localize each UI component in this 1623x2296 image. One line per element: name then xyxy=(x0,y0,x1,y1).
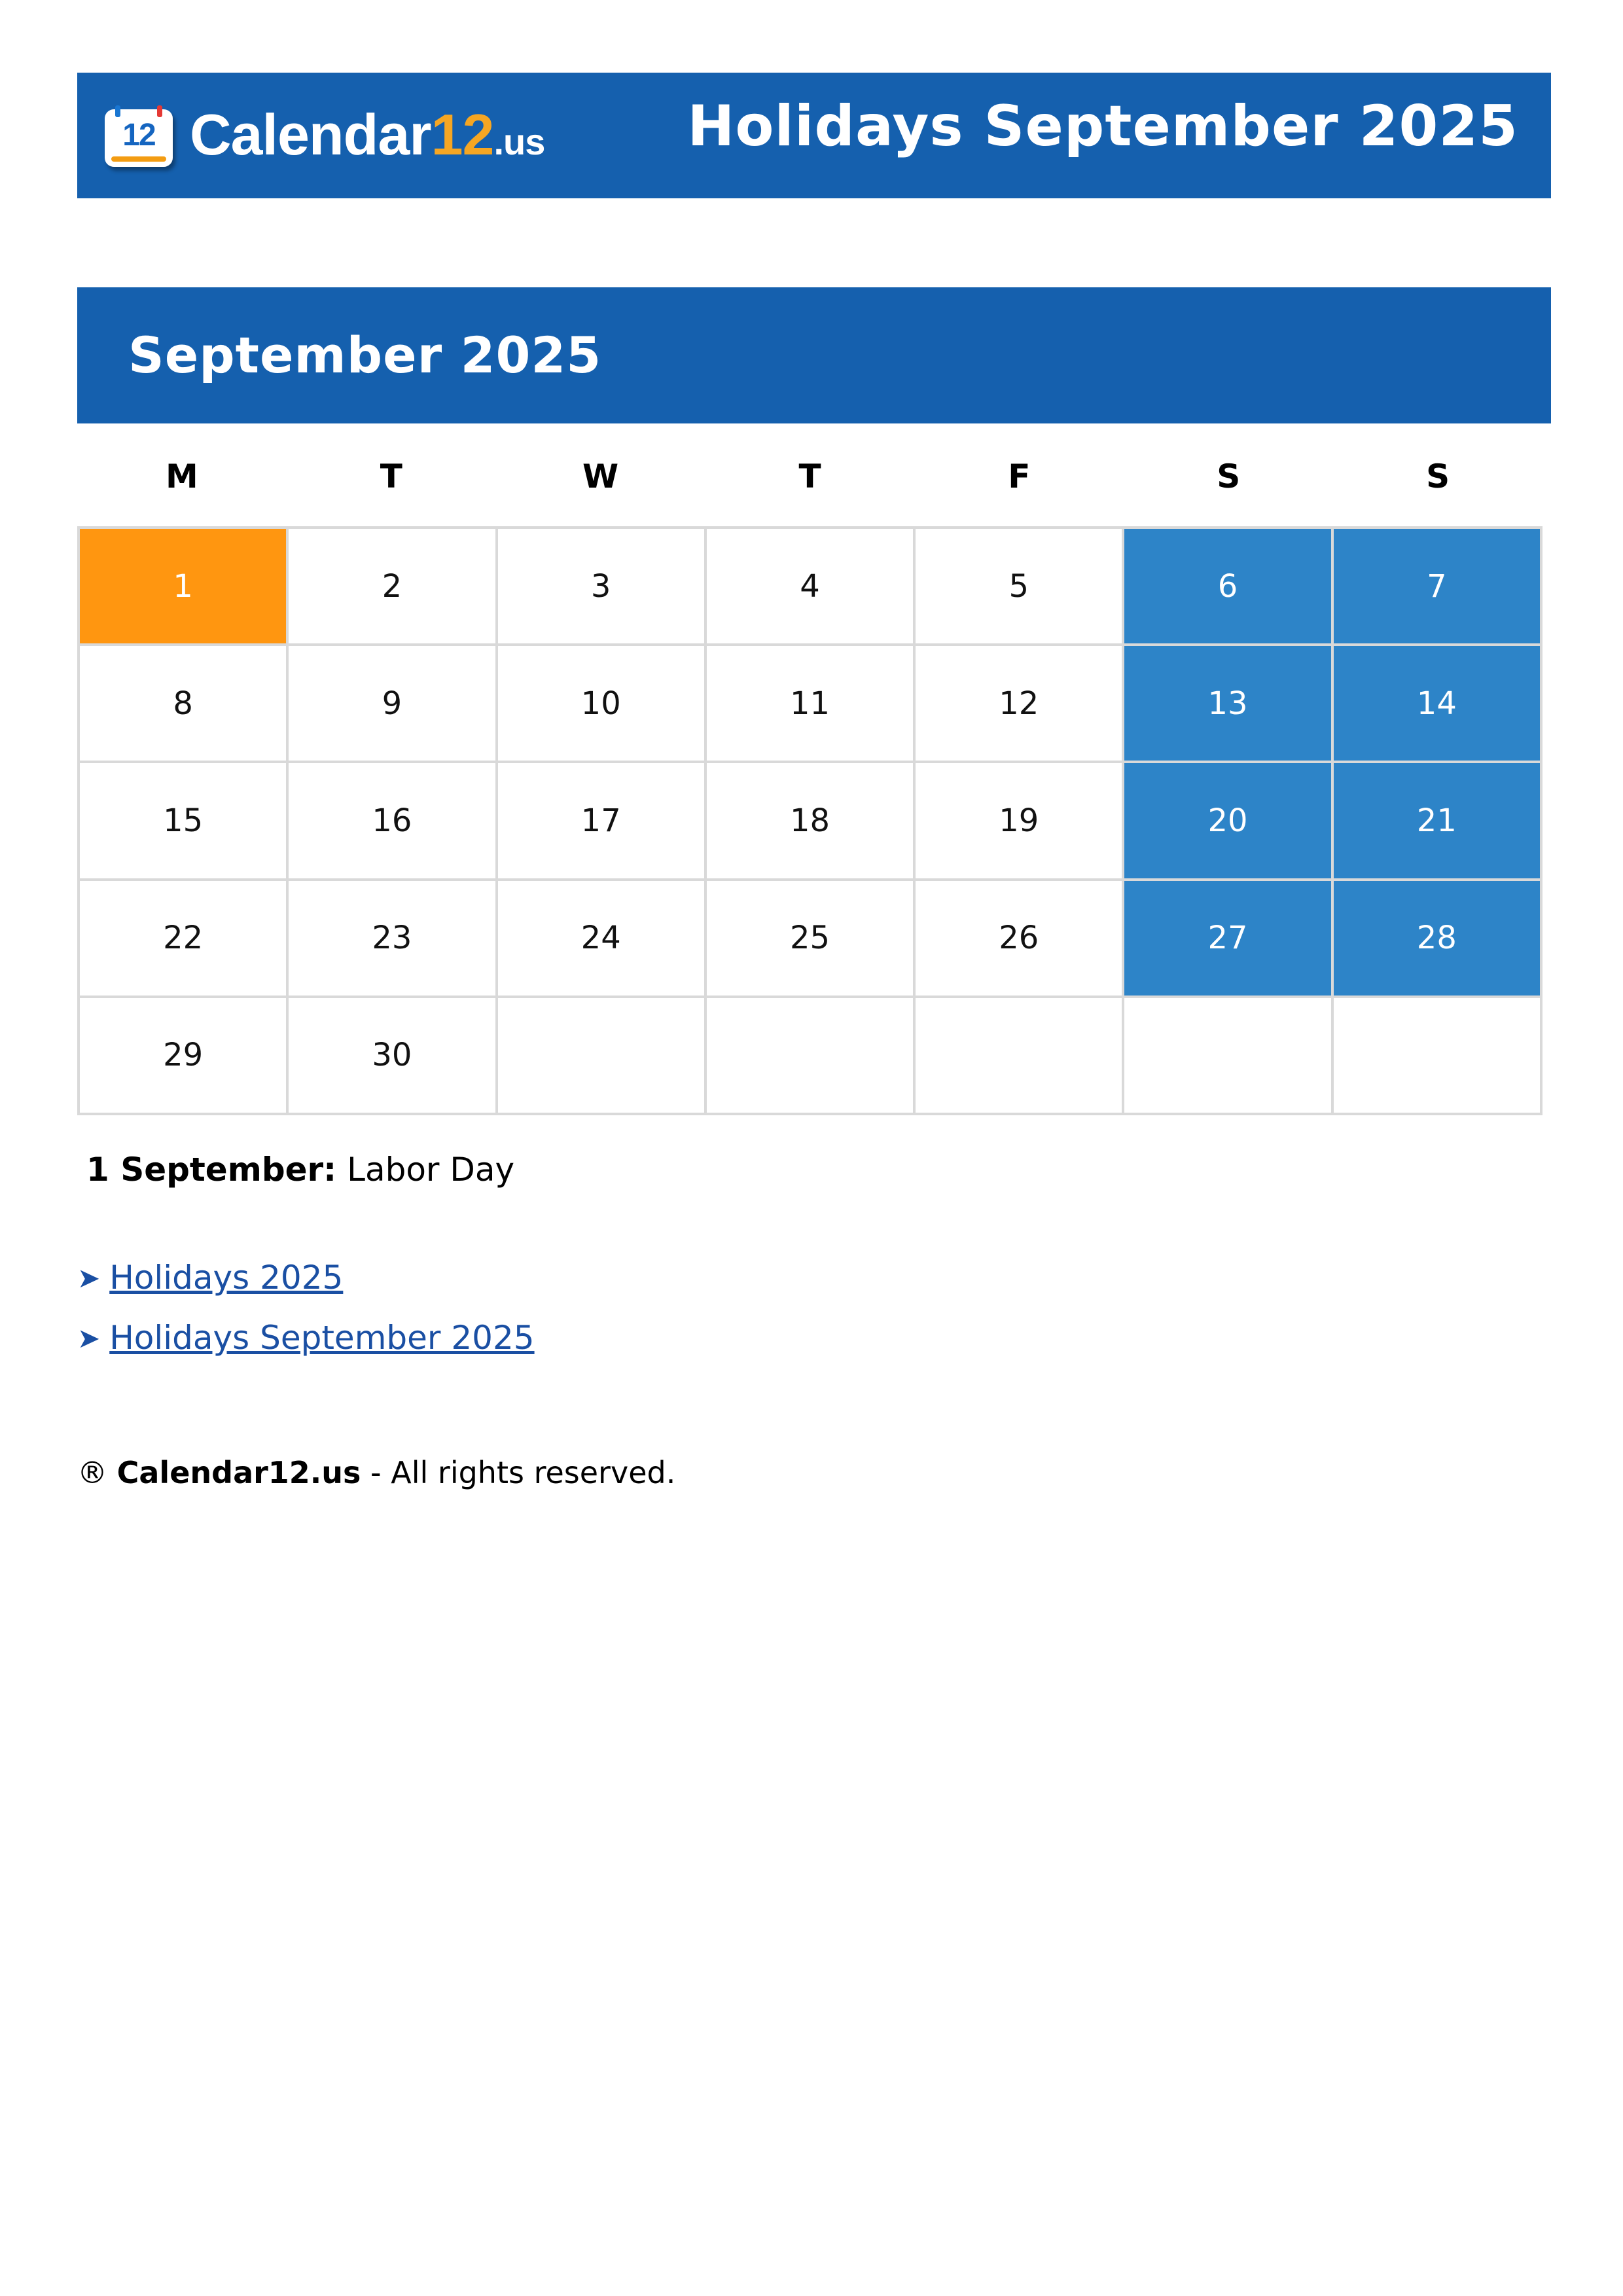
day-cell: 17 xyxy=(498,763,707,880)
footer-text: - All rights reserved. xyxy=(370,1455,676,1490)
site-logo[interactable] xyxy=(105,101,545,170)
month-header xyxy=(77,287,1551,423)
day-cell-weekend: 14 xyxy=(1334,646,1543,763)
footer-brand: Calendar12.us xyxy=(116,1455,361,1490)
holiday-item xyxy=(86,1147,514,1193)
day-cell: 4 xyxy=(707,529,916,646)
weekday-saturday: S xyxy=(1217,457,1241,495)
day-cell-weekend: 28 xyxy=(1334,881,1543,998)
holiday-date: 1 September: xyxy=(86,1151,337,1189)
day-cell-weekend: 20 xyxy=(1124,763,1333,880)
day-cell: 16 xyxy=(289,763,497,880)
day-cell: 22 xyxy=(80,881,289,998)
day-cell: 9 xyxy=(289,646,497,763)
day-cell: 5 xyxy=(916,529,1124,646)
day-cell: 23 xyxy=(289,881,497,998)
site-header xyxy=(77,73,1551,198)
day-cell: 29 xyxy=(80,998,289,1115)
day-cell: 3 xyxy=(498,529,707,646)
day-cell-empty xyxy=(498,998,707,1115)
footer xyxy=(77,1450,675,1496)
arrow-right-icon: ➤ xyxy=(77,1321,101,1354)
day-cell-empty xyxy=(1334,998,1543,1115)
day-cell: 8 xyxy=(80,646,289,763)
day-cell-empty xyxy=(707,998,916,1115)
day-cell: 25 xyxy=(707,881,916,998)
holiday-name: Labor Day xyxy=(347,1151,515,1189)
day-cell-weekend: 21 xyxy=(1334,763,1543,880)
day-cell-holiday: 1 xyxy=(80,529,289,646)
day-cell: 12 xyxy=(916,646,1124,763)
logo-brand-main: Calendar xyxy=(190,101,431,167)
day-cell: 18 xyxy=(707,763,916,880)
day-cell: 15 xyxy=(80,763,289,880)
day-cell: 24 xyxy=(498,881,707,998)
calendar-icon: 12 xyxy=(105,109,173,167)
day-cell-weekend: 7 xyxy=(1334,529,1543,646)
day-cell: 11 xyxy=(707,646,916,763)
weekday-friday: F xyxy=(1008,457,1031,495)
day-cell-weekend: 13 xyxy=(1124,646,1333,763)
link-holidays-september-2025[interactable]: Holidays September 2025 xyxy=(109,1319,535,1357)
weekday-tuesday: T xyxy=(380,457,402,495)
day-cell-empty xyxy=(1124,998,1333,1115)
month-title: September 2025 xyxy=(128,326,602,384)
day-cell: 10 xyxy=(498,646,707,763)
weekday-monday: M xyxy=(166,457,198,495)
link-row xyxy=(77,1247,535,1308)
day-cell-weekend: 6 xyxy=(1124,529,1333,646)
page-title: Holidays September 2025 xyxy=(687,94,1518,159)
registered-icon: ® xyxy=(77,1455,107,1490)
calendar-grid xyxy=(77,526,1543,1115)
day-cell-weekend: 27 xyxy=(1124,881,1333,998)
day-cell: 19 xyxy=(916,763,1124,880)
logo-brand-accent: 12 xyxy=(431,101,494,167)
holiday-list xyxy=(86,1147,514,1193)
weekday-thursday: T xyxy=(798,457,821,495)
logo-text xyxy=(190,103,544,173)
day-cell: 2 xyxy=(289,529,497,646)
weekday-wednesday: W xyxy=(582,457,619,495)
link-holidays-2025[interactable]: Holidays 2025 xyxy=(109,1259,344,1297)
related-links xyxy=(77,1247,535,1368)
day-cell: 26 xyxy=(916,881,1124,998)
link-row xyxy=(77,1308,535,1368)
day-cell-empty xyxy=(916,998,1124,1115)
weekday-header-row xyxy=(77,445,1543,508)
logo-brand-tld: .us xyxy=(493,120,545,162)
arrow-right-icon: ➤ xyxy=(77,1261,101,1294)
day-cell: 30 xyxy=(289,998,497,1115)
weekday-sunday: S xyxy=(1426,457,1450,495)
